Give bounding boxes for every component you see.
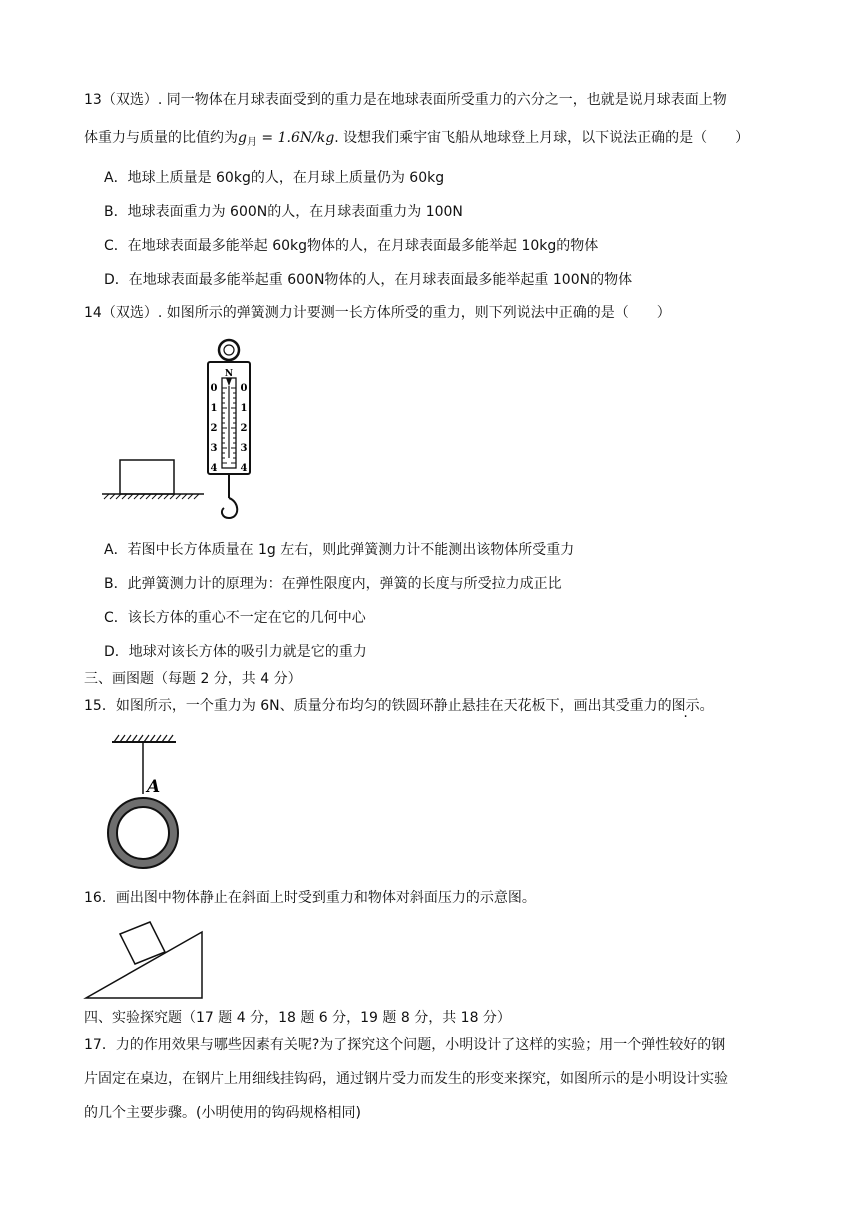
section3-heading: 三、画图题（每题 2 分，共 4 分） xyxy=(84,671,302,687)
hanging-ring-figure xyxy=(100,732,190,872)
q13-option-a[interactable]: A．地球上质量是 60kg的人，在月球上质量仍为 60kg xyxy=(104,170,445,186)
q15-stem-emphasis: 图示 xyxy=(671,698,700,714)
scale-right-tick: 0 xyxy=(240,383,248,394)
point-a-label: A xyxy=(147,777,161,797)
section4-heading: 四、实验探究题（17 题 4 分，18 题 6 分，19 题 8 分，共 18 分） xyxy=(84,1010,511,1026)
q14-option-a[interactable]: A．若图中长方体质量在 1g 左右，则此弹簧测力计不能测出该物体所受重力 xyxy=(104,542,575,558)
g-moon-value: = 1.6N/kg xyxy=(256,130,335,146)
q16-stem: 16．画出图中物体静止在斜面上时受到重力和物体对斜面压力的示意图。 xyxy=(84,890,536,906)
q15-stem-end: 。 xyxy=(699,698,714,714)
q14-option-d[interactable]: D．地球对该长方体的吸引力就是它的重力 xyxy=(104,644,367,660)
q17-line3: 的几个主要步骤。(小明使用的钩码规格相同) xyxy=(84,1105,361,1121)
scale-left-tick: 4 xyxy=(210,463,218,474)
q17-line2: 片固定在桌边，在钢片上用细线挂钩码，通过钢片受力而发生的形变来探究，如图所示的是小明设计实验 xyxy=(84,1071,728,1087)
scale-left-tick: 2 xyxy=(210,423,218,434)
g-moon-symbol: $g_月$ xyxy=(238,130,257,148)
scale-left-tick: 1 xyxy=(210,403,218,414)
q13-option-c[interactable]: C．在地球表面最多能举起 60kg物体的人，在月球表面最多能举起 10kg的物体 xyxy=(104,238,599,254)
incline-block-figure xyxy=(84,922,209,1002)
q13-stem-line2 xyxy=(84,128,749,153)
scale-right-tick: 1 xyxy=(240,403,248,414)
q14-stem: 14（双选）. 如图所示的弹簧测力计要测一长方体所受的重力，则下列说法中正确的是（ ） xyxy=(84,305,671,321)
q13-option-d[interactable]: D．在地球表面最多能举起重 600N物体的人，在月球表面最多能举起重 100N的物体 xyxy=(104,272,633,288)
q17-line1: 17．力的作用效果与哪些因素有关呢?为了探究这个问题，小明设计了这样的实验；用一个弹性较好的钢 xyxy=(84,1037,726,1053)
scale-right-tick: 3 xyxy=(240,443,248,454)
q14-option-b[interactable]: B．此弹簧测力计的原理为：在弹性限度内，弹簧的长度与所受拉力成正比 xyxy=(104,576,562,592)
q13-stem-line1: 13（双选）. 同一物体在月球表面受到的重力是在地球表面所受重力的六分之一，也就是说月球表面上物 xyxy=(84,92,727,108)
scale-right-tick: 2 xyxy=(240,423,248,434)
spring-scale-figure xyxy=(200,338,260,524)
q13-stem-text-a: 体重力与质量的比值约为 xyxy=(84,130,238,146)
q13-option-b[interactable]: B．地球表面重力为 600N的人，在月球表面重力为 100N xyxy=(104,204,463,220)
scale-right-tick: 4 xyxy=(240,463,248,474)
scale-left-tick: 3 xyxy=(210,443,218,454)
q15-stem xyxy=(84,696,714,716)
scale-unit-label: N xyxy=(224,369,234,379)
q15-stem-text: 15．如图所示，一个重力为 6N、质量分布均匀的铁圆环静止悬挂在天花板下，画出其受重力的 xyxy=(84,698,672,714)
q13-stem-text-b: . 设想我们乘宇宙飞船从地球登上月球，以下说法正确的是（ ） xyxy=(334,130,750,146)
scale-left-tick: 0 xyxy=(210,383,218,394)
q14-option-c[interactable]: C．该长方体的重心不一定在它的几何中心 xyxy=(104,610,366,626)
block-on-ground-figure xyxy=(100,455,210,500)
